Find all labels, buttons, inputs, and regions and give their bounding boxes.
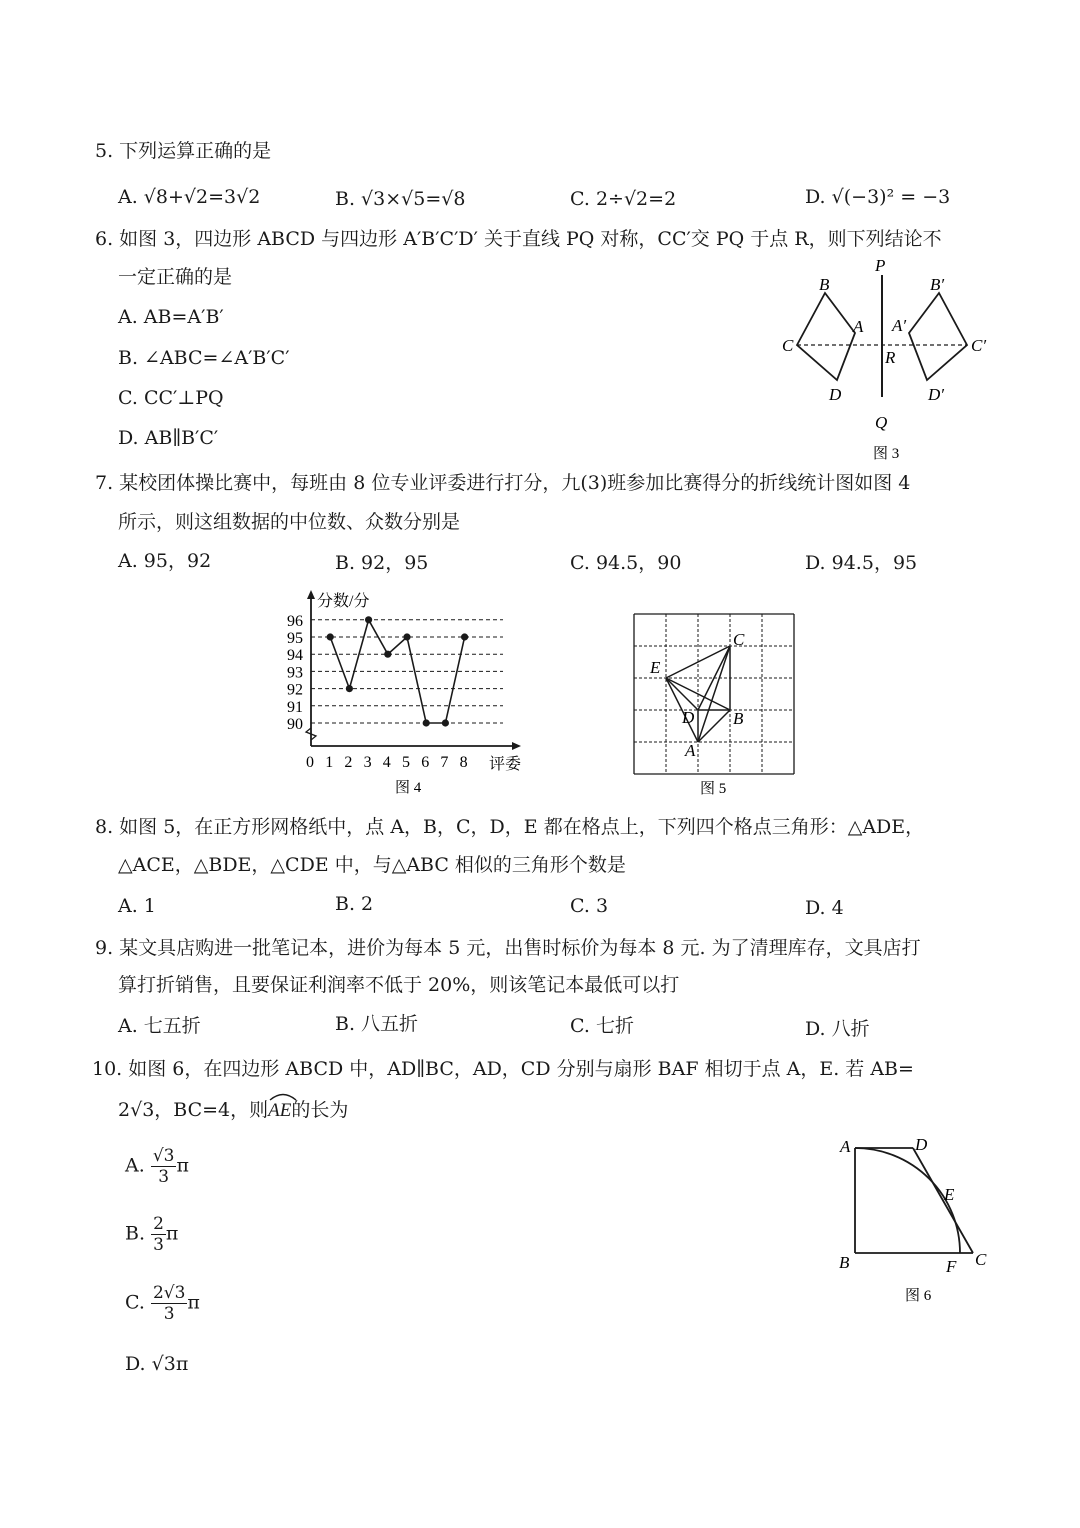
data-point (346, 685, 353, 692)
y-tick-labels (287, 613, 303, 733)
q9-stem-line2: 算打折销售，且要保证利润率不低于 20%，则该笔记本最低可以打 (118, 974, 680, 996)
pi-symbol: π (187, 1291, 200, 1314)
data-point (442, 719, 449, 726)
q9-option-d: D. 八折 (805, 1018, 870, 1040)
label-b: B (733, 709, 744, 728)
pi-symbol: π (176, 1154, 189, 1177)
q8-option-b: B. 2 (335, 893, 374, 915)
arc-ae-label: AE (268, 1100, 292, 1121)
q6-stem-line2: 一定正确的是 (118, 266, 233, 288)
q8-option-c: C. 3 (570, 895, 609, 917)
chart-ylabel: 分数/分 (317, 593, 370, 610)
y-tick-label: 96 (287, 612, 303, 630)
x-tick-label: 2 (344, 754, 353, 771)
y-tick-label: 92 (287, 681, 303, 699)
denominator: 3 (158, 1167, 170, 1187)
q10-option-b (125, 1214, 178, 1255)
figure-4-caption: 图 4 (395, 780, 422, 796)
data-point (365, 616, 372, 623)
numerator: 2 (153, 1214, 164, 1234)
fraction (151, 1146, 177, 1187)
option-letter: D. (125, 1353, 146, 1375)
label-e: E (650, 658, 661, 677)
figure-3 (775, 255, 1000, 465)
label-e: E (944, 1185, 955, 1204)
figure-5-caption: 图 5 (700, 781, 727, 797)
data-point (403, 633, 410, 640)
label-d: D (682, 708, 695, 727)
fraction (151, 1214, 166, 1255)
q10-stem-line2-pre: 2√3，BC=4，则 (118, 1099, 269, 1121)
numerator: √3 (152, 1146, 175, 1166)
q8-stem-line1: 8. 如图 5，在正方形网格纸中，点 A，B，C，D，E 都在格点上，下列四个格点三角形：△ADE， (95, 816, 925, 838)
arc-ae (268, 1097, 291, 1124)
q10-option-c (125, 1283, 200, 1324)
option-letter: C. (125, 1291, 145, 1314)
quad-abcd (797, 293, 855, 380)
x-tick-label: 1 (325, 754, 334, 771)
q6-option-b: B. ∠ABC=∠A′B′C′ (118, 347, 290, 369)
data-point (423, 719, 430, 726)
label-q: Q (875, 413, 888, 432)
denominator: 3 (163, 1304, 175, 1324)
label-b: B (819, 275, 830, 294)
figure-6-caption: 图 6 (905, 1288, 932, 1304)
data-point (461, 633, 468, 640)
x-tick-labels (306, 754, 468, 771)
q6-option-c: C. CC′⊥PQ (118, 387, 224, 409)
q8-stem-line2: △ACE，△BDE，△CDE 中，与△ABC 相似的三角形个数是 (118, 854, 626, 876)
figure-3-caption: 图 3 (873, 446, 900, 462)
label-p: P (875, 256, 886, 275)
figure-5-grid (625, 610, 805, 800)
q9-stem-line1: 9. 某文具店购进一批笔记本，进价为每本 5 元，出售时标价为每本 8 元. 为了清理库存，文具店打 (95, 937, 921, 959)
x-tick-label: 8 (459, 754, 468, 771)
label-c: C (733, 630, 745, 649)
q5-option-d: D. √(−3)² = −3 (805, 186, 951, 208)
q9-option-b: B. 八五折 (335, 1013, 419, 1035)
seg-dc (913, 1148, 973, 1253)
label-d: D (915, 1135, 928, 1154)
q5-option-c: C. 2÷√2=2 (570, 188, 677, 210)
q10-stem-line2 (118, 1097, 348, 1124)
label-b: B (839, 1253, 850, 1272)
option-letter: A. (125, 1154, 145, 1177)
x-tick-label: 5 (402, 754, 410, 771)
arc-mark-icon (268, 1091, 298, 1101)
q9-option-a: A. 七五折 (118, 1015, 201, 1037)
q6-option-a: A. AB=A′B′ (118, 306, 224, 328)
quad-a1b1c1d1 (909, 293, 967, 380)
seg-ed (666, 678, 698, 710)
figure-6 (830, 1128, 1000, 1308)
data-point (327, 633, 334, 640)
denominator: 3 (153, 1235, 164, 1255)
label-a: A (685, 741, 696, 760)
label-c: C (782, 336, 794, 355)
q7-option-b: B. 92，95 (335, 552, 429, 574)
q7-stem-line2: 所示，则这组数据的中位数、众数分别是 (118, 511, 461, 533)
y-tick-label: 95 (287, 630, 303, 647)
q8-option-a: A. 1 (118, 895, 156, 917)
label-f: F (946, 1257, 957, 1276)
x-tick-label: 7 (440, 754, 449, 771)
q9-option-c: C. 七折 (570, 1015, 634, 1037)
pi-symbol: π (165, 1222, 179, 1245)
q7-stem-line1: 7. 某校团体操比赛中，每班由 8 位专业评委进行打分，九(3)班参加比赛得分的折线统计图如图 4 (95, 472, 911, 494)
data-point (384, 651, 391, 658)
q10-option-a (125, 1146, 189, 1187)
x-tick-label: 0 (306, 754, 314, 771)
q10-stem-line2-post: 的长为 (291, 1099, 349, 1121)
y-tick-label: 90 (287, 716, 303, 733)
q10-option-d (125, 1351, 188, 1377)
x-tick-label: 4 (382, 754, 391, 771)
y-tick-label: 91 (287, 698, 303, 716)
label-c: C (975, 1250, 987, 1269)
label-r: R (885, 348, 896, 367)
figure-4-line-chart (275, 586, 535, 798)
x-axis-arrow (512, 742, 521, 750)
q7-option-a: A. 95，92 (118, 550, 212, 572)
x-tick-label: 6 (421, 754, 430, 771)
y-tick-label: 93 (287, 664, 303, 682)
label-c1: C′ (971, 336, 987, 355)
q5-option-b: B. √3×√5=√8 (335, 188, 466, 210)
label-d1: D′ (928, 385, 944, 404)
y-tick-label: 94 (287, 647, 303, 665)
fraction (151, 1283, 187, 1324)
q5-option-a: A. √8+√2=3√2 (118, 186, 261, 208)
option-value: √3π (151, 1353, 189, 1375)
option-letter: B. (125, 1222, 146, 1245)
label-a: A (840, 1137, 851, 1156)
label-a: A (853, 317, 864, 336)
label-a1: A′ (892, 316, 907, 335)
y-axis-arrow (307, 590, 315, 599)
q6-option-d: D. AB∥B′C′ (118, 427, 219, 449)
q10-stem-line1: 10. 如图 6，在四边形 ABCD 中，AD∥BC，AD，CD 分别与扇形 BAF 相切于点 A，E. 若 AB= (92, 1058, 914, 1080)
numerator: 2√3 (152, 1283, 186, 1303)
q5-stem: 5. 下列运算正确的是 (95, 140, 272, 162)
q7-option-c: C. 94.5，90 (570, 552, 682, 574)
chart-xlabel: 评委 (489, 756, 522, 773)
q8-option-d: D. 4 (805, 897, 844, 919)
label-b1: B′ (930, 275, 945, 294)
q7-option-d: D. 94.5，95 (805, 552, 918, 574)
x-tick-label: 3 (363, 754, 372, 771)
label-d: D (829, 385, 842, 404)
q6-stem-line1: 6. 如图 3，四边形 ABCD 与四边形 A′B′C′D′ 关于直线 PQ 对称，CC′交 PQ 于点 R，则下列结论不 (95, 228, 942, 250)
